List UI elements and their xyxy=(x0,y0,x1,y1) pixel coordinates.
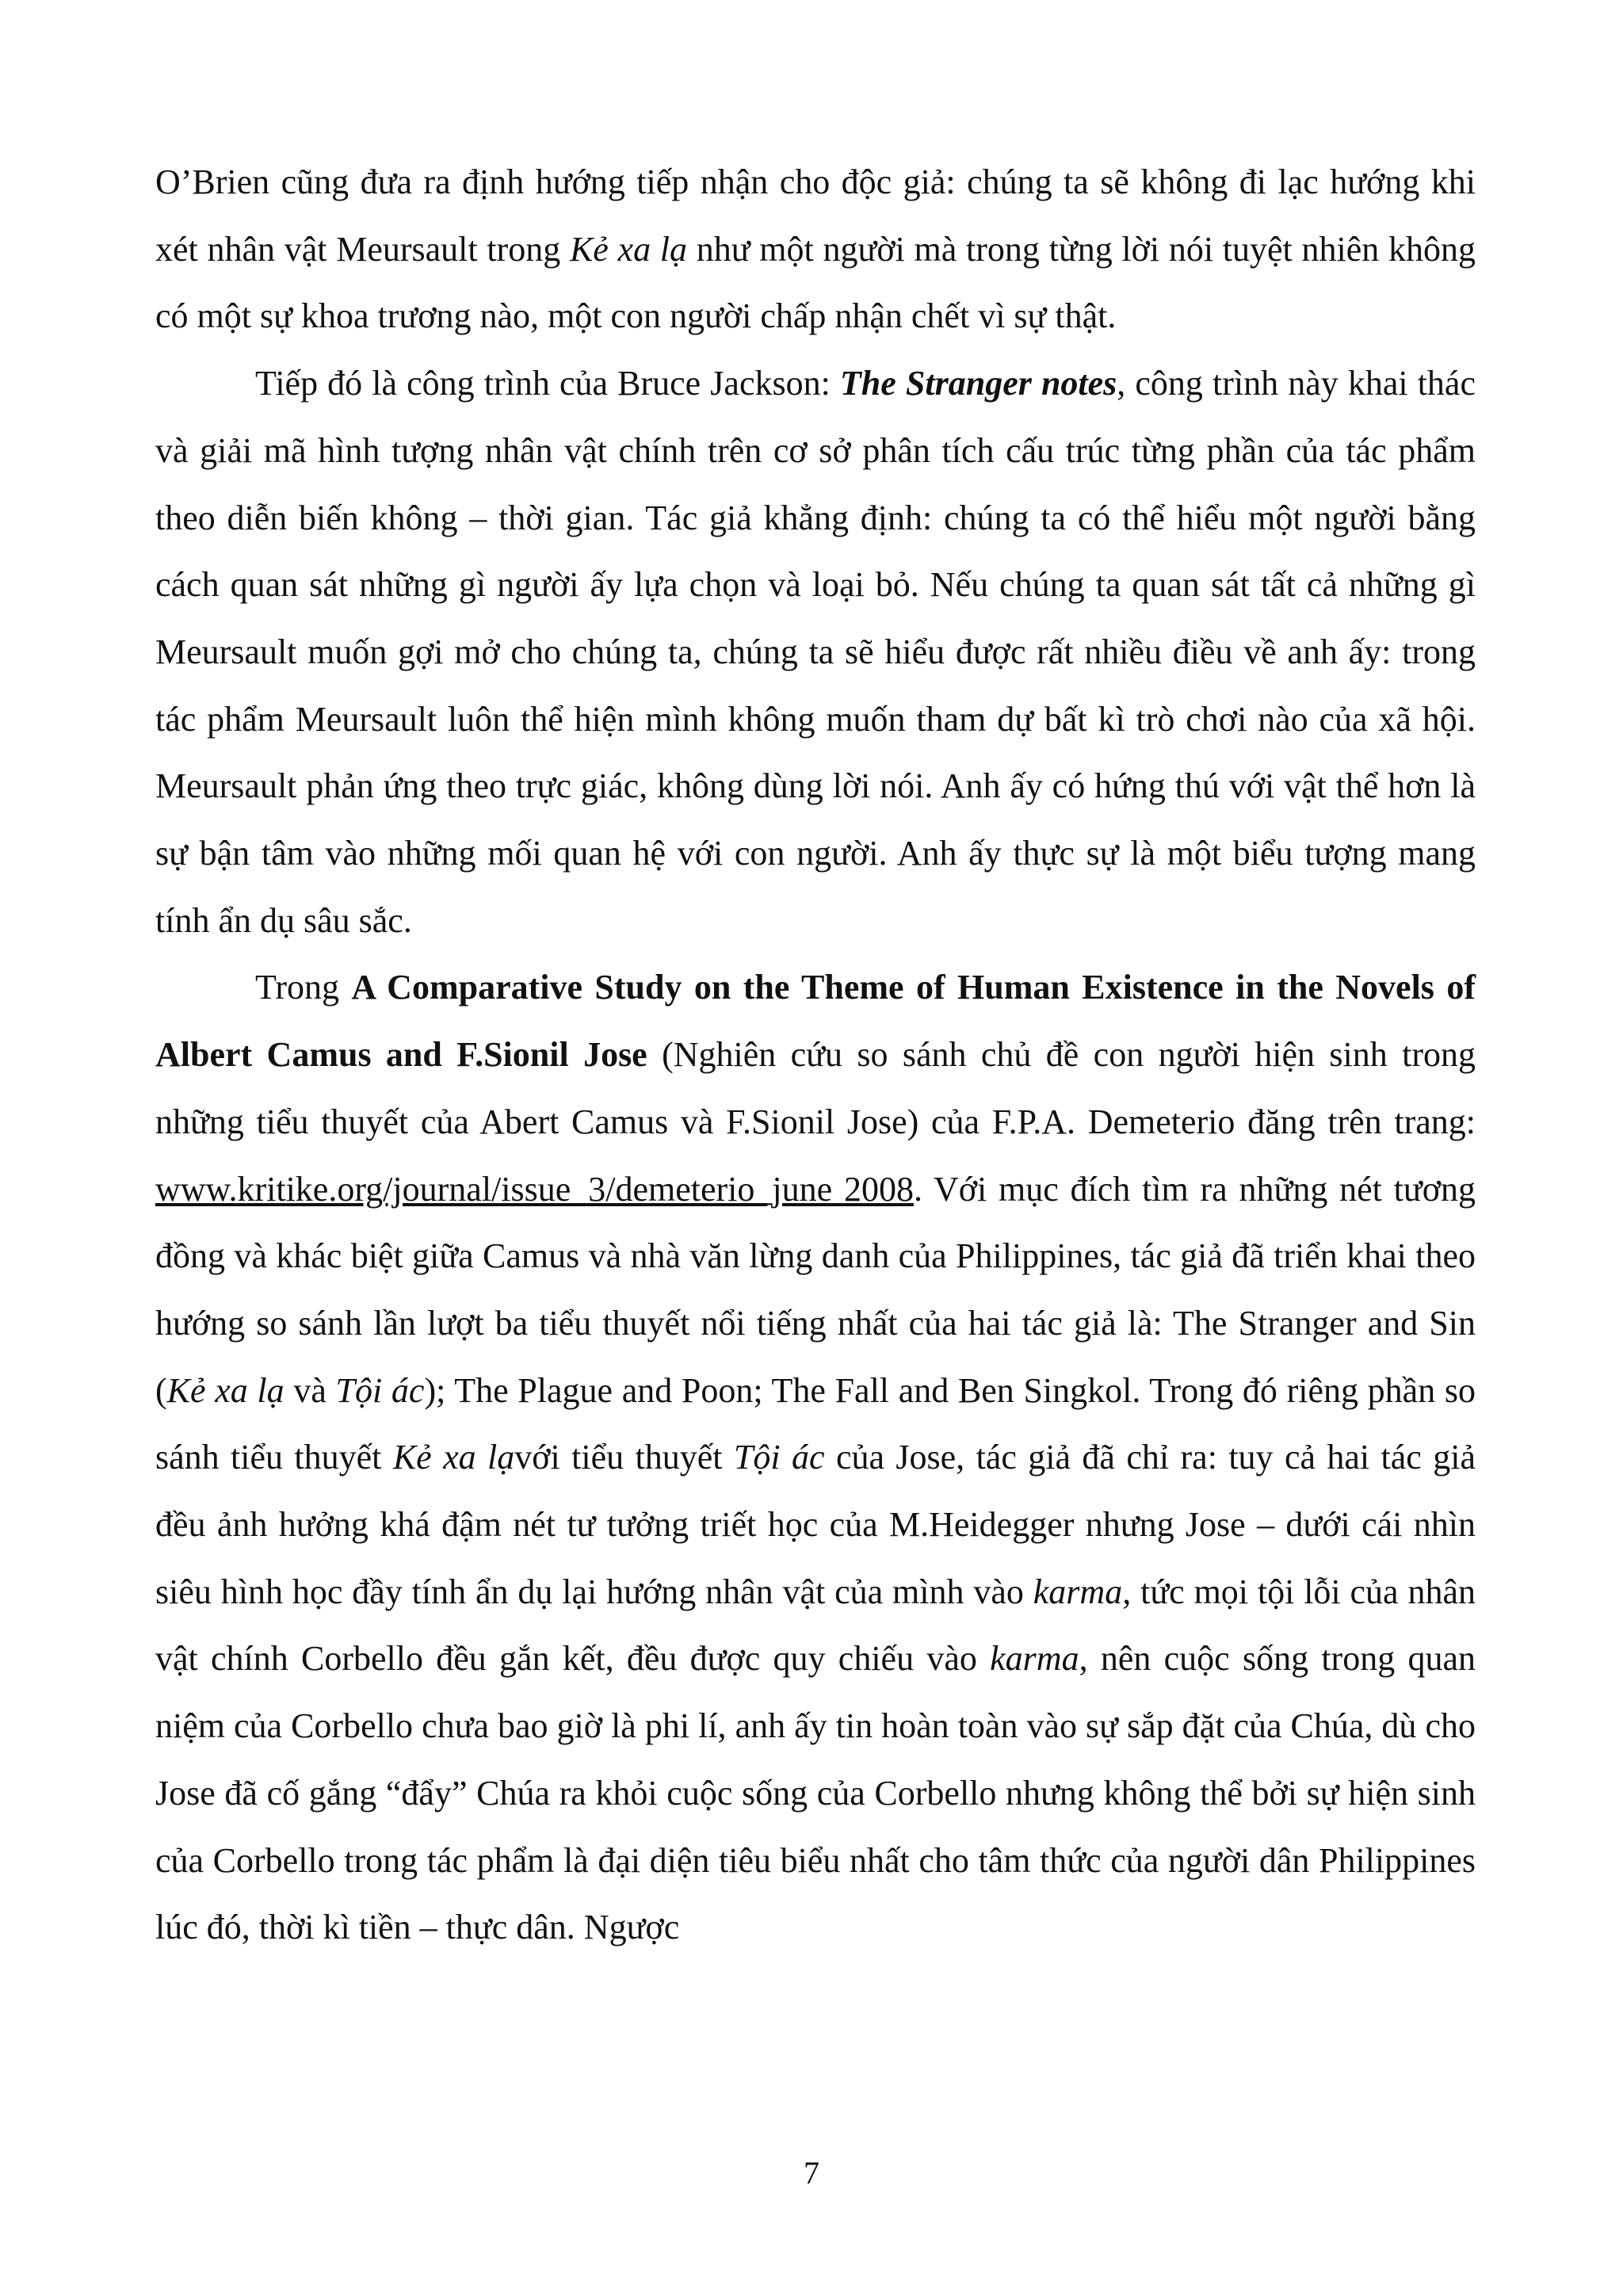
work-title-italic: Tội ác xyxy=(733,1438,825,1477)
term-italic: karma xyxy=(1033,1572,1123,1611)
paragraph-text: Trong xyxy=(255,968,352,1007)
paragraph-text: , công trình này khai thác và giải mã hình tượng nhân vật chính trên cơ sở phân tích cấu trúc từng phần của tác phẩm theo diễn biến không – thời gian. Tác giả khẳng định: chúng ta có thể hiểu một người bằng cách quan sát những gì người ấy lựa chọn và loại bỏ. Nếu chúng ta quan sát tất cả những gì Meursault muốn gợi mở cho chúng ta, chúng ta sẽ hiểu được rất nhiều điều về anh ấy: trong tác phẩm Meursault luôn thể hiện mình không muốn tham dự bất kì trò chơi nào của xã hội. Meursault phản ứng theo trực giác, không dùng lời nói. Anh ấy có hứng thú với vật thể hơn là sự bận tâm vào những mối quan hệ với con người. Anh ấy thực sự là một biểu tượng mang tính ẩn dụ sâu sắc. xyxy=(155,364,1476,940)
paragraph-text: . Với mục đích tìm ra những nét tương đồng và khác biệt giữa Camus và nhà văn lừng danh của Philippines, tác giả đã triển khai theo hướng so sánh lần lượt ba tiểu thuyết nổi tiếng nhất của hai tác giả là: The Stranger and Sin ( xyxy=(155,1169,1476,1410)
work-title-italic: Kẻ xa lạ xyxy=(392,1438,515,1477)
paragraph-text: của Jose, tác giả đã chỉ ra: tuy cả hai tác giả đều ảnh hưởng khá đậm nét tư tưởng triết học của M.Heidegger nhưng Jose – dưới cái nhìn siêu hình học đầy tính ẩn dụ lại hướng nhân vật của mình vào xyxy=(155,1438,1476,1611)
work-title-italic: Kẻ xa lạ xyxy=(166,1370,285,1410)
paragraph-bruce-jackson xyxy=(155,350,1476,954)
page-number: 7 xyxy=(804,2155,819,2191)
work-title-italic: Tội ác xyxy=(335,1370,425,1410)
paragraph-text: như một người mà trong từng lời nói tuyệt nhiên không có một sự khoa trương nào, một con người chấp nhận chết vì sự thật. xyxy=(155,229,1476,336)
study-title-bold: A Comparative Study on the Theme of Human Existence in the Novels of Albert Camus and F.Sionil Jose xyxy=(155,968,1476,1075)
term-italic: karma xyxy=(990,1639,1079,1679)
paragraph-text: , nên cuộc sống trong quan niệm của Corbello chưa bao giờ là phi lí, anh ấy tin hoàn toàn vào sự sắp đặt của Chúa, dù cho Jose đã cố gắng “đẩy” Chúa ra khỏi cuộc sống của Corbello nhưng không thể bởi sự hiện sinh của Corbello trong tác phẩm là đại diện tiêu biểu nhất cho tâm thức của người dân Philippines lúc đó, thời kì tiền – thực dân. Ngược xyxy=(155,1639,1476,1947)
document-page xyxy=(155,149,1476,1962)
paragraph-text: ); The Plague and Poon; The Fall and Ben Singkol. Trong đó riêng phần so sánh tiểu thuyết xyxy=(155,1370,1476,1477)
paragraph-text: (Nghiên cứu so sánh chủ đề con người hiện sinh trong những tiểu thuyết của Abert Camus và F.Sionil Jose) của F.P.A. Demeterio đăng trên trang: xyxy=(155,1035,1476,1141)
paragraph-text: , tức mọi tội lỗi của nhân vật chính Corbello đều gắn kết, đều được quy chiếu vào xyxy=(155,1572,1476,1679)
paragraph-text: và xyxy=(284,1370,336,1410)
work-title-italic: Kẻ xa lạ xyxy=(569,229,688,269)
source-link[interactable]: www.kritike.org/journal/issue_3/demeterio_june 2008 xyxy=(155,1169,914,1209)
paragraph-comparative-study xyxy=(155,954,1476,1962)
paragraph-text: Tiếp đó là công trình của Bruce Jackson: xyxy=(255,364,840,403)
paragraph-text: với tiểu thuyết xyxy=(514,1438,734,1477)
work-title-bold-italic: The Stranger notes xyxy=(839,364,1117,403)
paragraph-text: O’Brien cũng đưa ra định hướng tiếp nhận cho độc giả: chúng ta sẽ không đi lạc hướng khi xét nhân vật Meursault trong xyxy=(155,162,1476,269)
paragraph-obrien xyxy=(155,149,1476,350)
